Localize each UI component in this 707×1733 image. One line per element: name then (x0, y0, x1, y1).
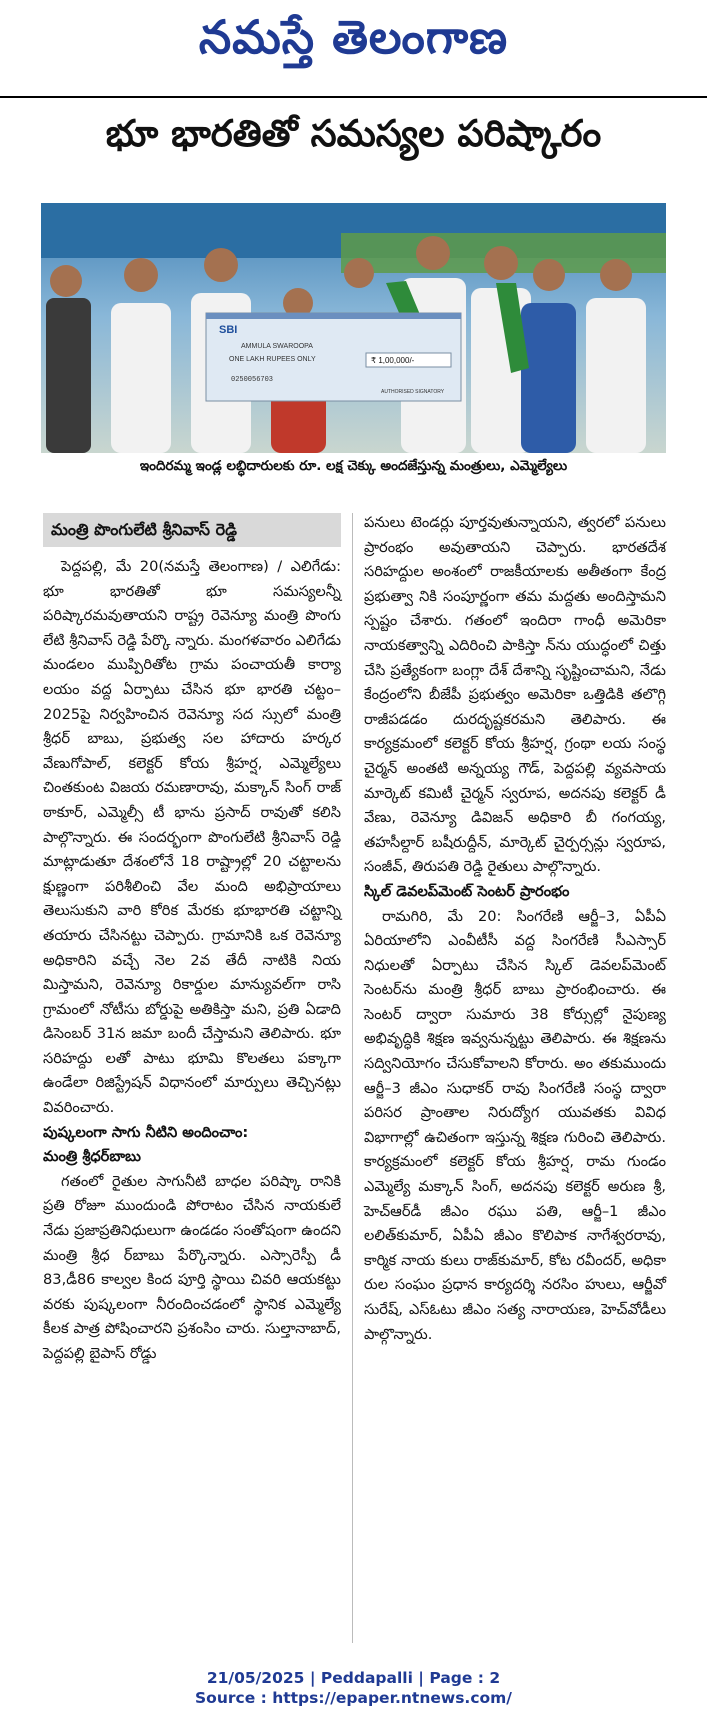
newspaper-masthead (0, 0, 707, 78)
article-photo (41, 203, 666, 453)
subheading: స్కిల్ డెవలప్‌మెంట్ సెంటర్ ప్రారంభం (364, 882, 570, 900)
article-headline: భూ భారతితో సమస్యల పరిష్కారం (105, 112, 602, 155)
page-footer (0, 1668, 707, 1708)
article-paragraph: పనులు టెండర్లు పూర్తవుతున్నాయని, త్వరలో పనులు ప్రారంభం అవుతాయని చెప్పారు. భారతదేశ సరిహద్దుల అంశంలో రాజకీయాలకు అతీతంగా కేంద్ర ప్రభుత్వా నికి సంపూర్ణంగా తమ మద్దతు అందిస్తామని స్పష్టం చేశారు. గతంలో ఇందిరా గాంధీ అమెరికా నాయకత్వాన్ని ఎదిరించి పాకిస్తా న్‌ను యుద్ధంలో చిత్తు చేసి ప్రత్యేకంగా బంగ్లా దేశ్ దేశాన్ని సృష్టించామని, నేడు కేంద్రంలోని బీజేపీ ప్రభుత్వం అమెరికా ఒత్తిడికి తలొగ్గి రాజీపడడం దురదృష్టకరమని తెలిపారు. ఈ కార్యక్రమంలో కలెక్టర్ కోయ శ్రీహర్ష, గ్రంథా లయ సంస్థ చైర్మన్ అంతటి అన్నయ్య గౌడ్, పెద్దపల్లి వ్యవసాయ మార్కెట్ కమిటీ చైర్మన్ స్వరూప, అదనపు కలెక్టర్ డీ వేణు, రెవెన్యూ డివిజన్ అధికారి బీ గంగయ్య, తహసీల్దార్ బషీరుద్దీన్, మార్కెట్ చైర్పర్సన్లు స్వరూప, సంజీవ్, తిరుపతి రెడ్డి రైతులు పాల్గొన్నారు. (364, 514, 666, 876)
cheque-signatory: AUTHORISED SIGNATORY (381, 389, 445, 395)
footer-source-link[interactable]: Source : https://epaper.ntnews.com/ (195, 1689, 512, 1707)
left-column (43, 513, 341, 1367)
subheading: పుష్కలంగా సాగు నీటిని అందించాం: (43, 1123, 249, 1141)
article-paragraph: రామగిరి, మే 20: సింగరేణి ఆర్జీ–3, ఏపీఏ ఏరియాలోని ఎంవీటీసీ వద్ద సింగరేణి సీఎస్సార్ నిధులతో ఏర్పాటు చేసిన స్కిల్ డెవలప్‌మెంట్ సెంటర్‌ను మంత్రి శ్రీధర్ బాబు ప్రారంభించారు. ఈ సెంటర్ ద్వారా సుమారు 38 కోర్సుల్లో నైపుణ్య అభివృద్ధికి శిక్షణ ఇవ్వనున్నట్టు తెలిపారు. ఈ శిక్షణను సద్వినియోగం చేసుకోవాలని కోరారు. అం తకుముందు ఆర్జీ–3 జీఎం సుధాకర్ రావు సింగరేణి సంస్థ ద్వారా పరిసర ప్రాంతాల నిరుద్యోగ యువతకు వివిధ విభాగాల్లో ఉచితంగా ఇస్తున్న శిక్షణ గురించి తెలిపారు. కార్యక్రమంలో కలెక్టర్ కోయ శ్రీహర్ష, రామ గుండం ఎమ్మెల్యే మక్కాన్ సింగ్, అదనపు కలెక్టర్ అరుణ శ్రీ, హెచ్‌ఆర్‌డీ జీఎం రఘు పతి, ఆర్జీ–1 జీఎం లలిత్‌కుమార్, ఏపీఏ జీఎం కొలిపాక నాగేశ్వరరావు, కార్మిక నాయ కులు రాజ్‌కుమార్, కోట రవీందర్, అధికా రుల సంఘం ప్రధాన కార్యదర్శి నరసిం హులు, ఆర్జీవో సురేష్, ఎస్‌ఓటు జీఎం సత్య నారాయణ, హెచ్‌వోడీలు పాల్గొన్నారు. (364, 907, 666, 1343)
column-divider (352, 513, 353, 1643)
subheading-byline: మంత్రి శ్రీధర్‌బాబు (43, 1148, 141, 1166)
cheque-payee: AMMULA SWAROOPA (241, 343, 313, 350)
masthead-rule (0, 96, 707, 98)
footer-date-line: 21/05/2025 | Peddapalli | Page : 2 (206, 1669, 501, 1687)
byline: మంత్రి పొంగులేటి శ్రీనివాస్ రెడ్డి (43, 513, 341, 547)
cheque-number: 0250056703 (231, 376, 274, 384)
article-paragraph: పెద్దపల్లి, మే 20(నమస్తే తెలంగాణ) / ఎలిగేడు: భూ భారతితో భూ సమస్యలన్నీ పరిష్కారమవుతాయని రాష్ట్ర రెవెన్యూ మంత్రి పొంగు లేటి శ్రీనివాస్ రెడ్డి పేర్కొ న్నారు. మంగళవారం ఎలిగేడు మండలం ముప్పిరితోట గ్రామ పంచాయతీ కార్యా లయం వద్ద ఏర్పాటు చేసిన భూ భారతి చట్టం–2025పై నిర్వహించిన రెవెన్యూ సద స్సులో మంత్రి శ్రీధర్ బాబు, ప్రభుత్వ సల హాదారు హర్కర వేణుగోపాల్, కలెక్టర్ కోయ శ్రీహర్ష, ఎమ్మెల్యేలు చింతకుంట విజయ రమణారావు, మక్కాన్ సింగ్ రాజ్ ఠాకూర్, ఎమ్మెల్సీ టీ భాను ప్రసాద్ రావుతో కలిసి పాల్గొన్నారు. ఈ సందర్భంగా పొంగులేటి శ్రీనివాస్ రెడ్డి మాట్లాడుతూ దేశంలోనే 18 రాష్ట్రాల్లో 20 చట్టాలను క్షుణ్ణంగా పరిశీలించి వేల మంది అభిప్రాయాలు తెలుసుకుని వారి కోరిక మేరకు భూభారతి చట్టాన్ని తయారు చేసినట్టు చెప్పారు. గ్రామానికి ఒక రెవెన్యూ అధికారిని వచ్చే నెల 2వ తేదీ నాటికి నియ మిస్తామని, రెవెన్యూ రికార్డుల మాన్యువల్‌గా రాసి గ్రామంలో నోటీసు బోర్డుపై అతికిస్తా మని, ప్రతి ఏడాది డిసెంబర్ 31న జమా బందీ చేస్తామని తెలిపారు. భూ సరిహద్దు లతో పాటు భూమి కొలతలు పక్కాగా ఉండేలా రిజిస్ట్రేషన్ విధానంలో మార్పులు తెచ్చినట్లు వివరించారు. (43, 558, 341, 1117)
article-paragraph: గతంలో రైతుల సాగునీటి బాధల పరిష్కా రానికి ప్రతి రోజూ ముందుండి పోరాటం చేసిన నాయకులే నేడు ప్రజాప్రతినిధులుగా ఉండడం సంతోషంగా ఉందని మంత్రి శ్రీధ ర్‌బాబు పేర్కొన్నారు. ఎస్సారెస్పీ డీ 83,డీ86 కాల్వల కింద పూర్తి స్థాయి చివరి ఆయకట్టు వరకు పుష్కలంగా నీరందించడంలో స్థానిక ఎమ్మెల్యే కీలక పాత్ర పోషించారని ప్రశంసిం చారు. సుల్తానాబాద్, పెద్దపల్లి బైపాస్ రోడ్డు (43, 1172, 341, 1362)
photo-caption: ఇందిరమ్మ ఇండ్ల లబ్ధిదారులకు రూ. లక్ష చెక్కు అందజేస్తున్న మంత్రులు, ఎమ్మెల్యేలు (139, 458, 568, 474)
cheque-presentation-photo (41, 203, 666, 453)
masthead-title: నమస్తే తెలంగాణ (198, 10, 509, 64)
cheque-bank: SBI (219, 324, 238, 336)
right-column (364, 511, 666, 1347)
cheque-words: ONE LAKH RUPEES ONLY (229, 356, 316, 363)
cheque-amount: ₹ 1,00,000/- (371, 356, 415, 365)
